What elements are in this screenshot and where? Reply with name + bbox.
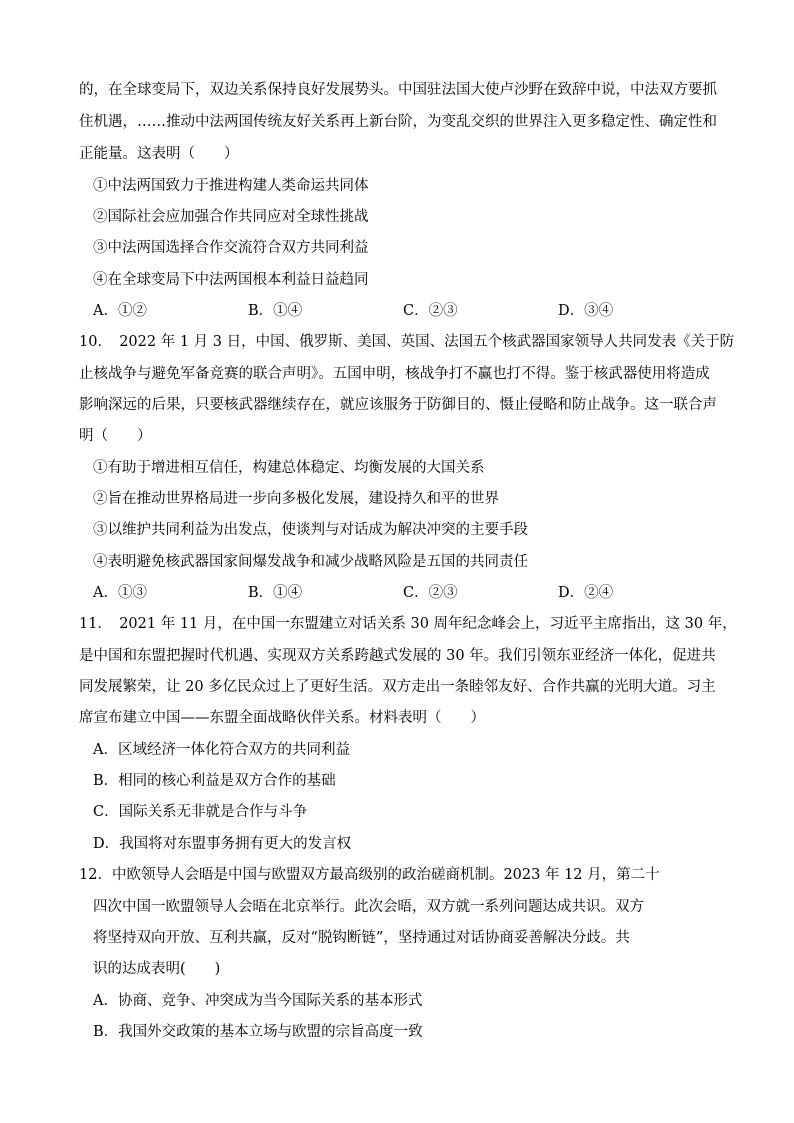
q12-stem-line-3: 将坚持双向开放、互利共赢，反对“脱钩断链”，坚持通过对话协商妥善解决分歧。共 <box>93 930 630 946</box>
q12-stem-line-2: 四次中国一欧盟领导人会晤在北京举行。此次会晤，双方就一系列问题达成共识。双方 <box>93 899 644 915</box>
q9-option-b[interactable]: B．①④ <box>248 303 303 319</box>
q10-item-2: ②旨在推动世界格局进一步向多极化发展，建设持久和平的世界 <box>93 491 499 507</box>
q10-option-a[interactable]: A．①③ <box>93 585 147 601</box>
q9-stem-line-3: 正能量。这表明（ ） <box>79 146 239 162</box>
q10-item-1: ①有助于增进相互信任，构建总体稳定、均衡发展的大国关系 <box>93 460 485 476</box>
q10-option-d[interactable]: D．②④ <box>558 585 614 601</box>
q9-item-4: ④在全球变局下中法两国根本利益日益趋同 <box>93 272 369 288</box>
q10-options <box>93 583 713 603</box>
q9-option-d[interactable]: D．③④ <box>558 303 614 319</box>
q10-option-b[interactable]: B．①④ <box>248 585 303 601</box>
q12-stem-line-4: 识的达成表明( ) <box>93 961 221 977</box>
q9-options <box>93 301 713 321</box>
q12-option-a[interactable]: A．协商、竞争、冲突成为当今国际关系的基本形式 <box>93 993 423 1009</box>
q9-item-3: ③中法两国选择合作交流符合双方共同利益 <box>93 240 369 256</box>
q10-stem-line-2: 止核战争与避免军备竞赛的联合声明》。五国申明，核战争打不赢也打不得。鉴于核武器使用将造成 <box>79 366 710 382</box>
q9-item-2: ②国际社会应加强合作共同应对全球性挑战 <box>93 209 369 225</box>
q9-option-a[interactable]: A．①② <box>93 303 147 319</box>
q9-option-c[interactable]: C．②③ <box>403 303 458 319</box>
q11-stem-line-4: 席宣布建立中国——东盟全面战略伙伴关系。材料表明（ ） <box>79 710 485 726</box>
q11-stem-line-2: 是中国和东盟把握时代机遇、实现双方关系跨越式发展的 30 年。我们引领东亚经济一体化，促进共 <box>79 648 716 664</box>
q11-option-d[interactable]: D．我国将对东盟事务拥有更大的发言权 <box>93 836 352 852</box>
q12-stem-line-1: 12．中欧领导人会晤是中国与欧盟双方最高级别的政治磋商机制。2023 年 12 月，第二十 <box>79 867 660 883</box>
q11-stem-line-1: 11． 2021 年 11 月，在中国一东盟建立对话关系 30 周年纪念峰会上，习近平主席指出，这 30 年， <box>79 616 737 632</box>
q10-item-4: ④表明避免核武器国家间爆发战争和减少战略风险是五国的共同责任 <box>93 554 528 570</box>
q10-stem-line-3: 影响深远的后果，只要核武器继续存在，就应该服务于防御目的、慑止侵略和防止战争。这一联合声 <box>79 397 717 413</box>
q10-stem-line-4: 明（ ） <box>79 428 152 444</box>
q11-option-c[interactable]: C．国际关系无非就是合作与斗争 <box>93 804 308 820</box>
q12-option-b[interactable]: B．我国外交政策的基本立场与欧盟的宗旨高度一致 <box>93 1024 423 1040</box>
q9-stem-line-2: 住机遇，……推动中法两国传统友好关系再上新台阶，为变乱交织的世界注入更多稳定性、确定性和 <box>79 114 717 130</box>
q9-stem-line-1: 的，在全球变局下，双边关系保持良好发展势头。中国驻法国大使卢沙野在致辞中说，中法双方要抓 <box>79 82 717 98</box>
q9-item-1: ①中法两国致力于推进构建人类命运共同体 <box>93 178 369 194</box>
q11-stem-line-3: 同发展繁荣，让 20 多亿民众过上了更好生活。双方走出一条睦邻友好、合作共赢的光明大道。习主 <box>79 679 716 695</box>
q10-stem-line-1: 10． 2022 年 1 月 3 日，中国、俄罗斯、美国、英国、法国五个核武器国家领导人共同发表《关于防 <box>79 334 735 350</box>
q11-option-a[interactable]: A．区域经济一体化符合双方的共同利益 <box>93 742 350 758</box>
q10-option-c[interactable]: C．②③ <box>403 585 458 601</box>
q10-item-3: ③以维护共同利益为出发点，使谈判与对话成为解决冲突的主要手段 <box>93 522 528 538</box>
q11-option-b[interactable]: B．相同的核心利益是双方合作的基础 <box>93 773 336 789</box>
